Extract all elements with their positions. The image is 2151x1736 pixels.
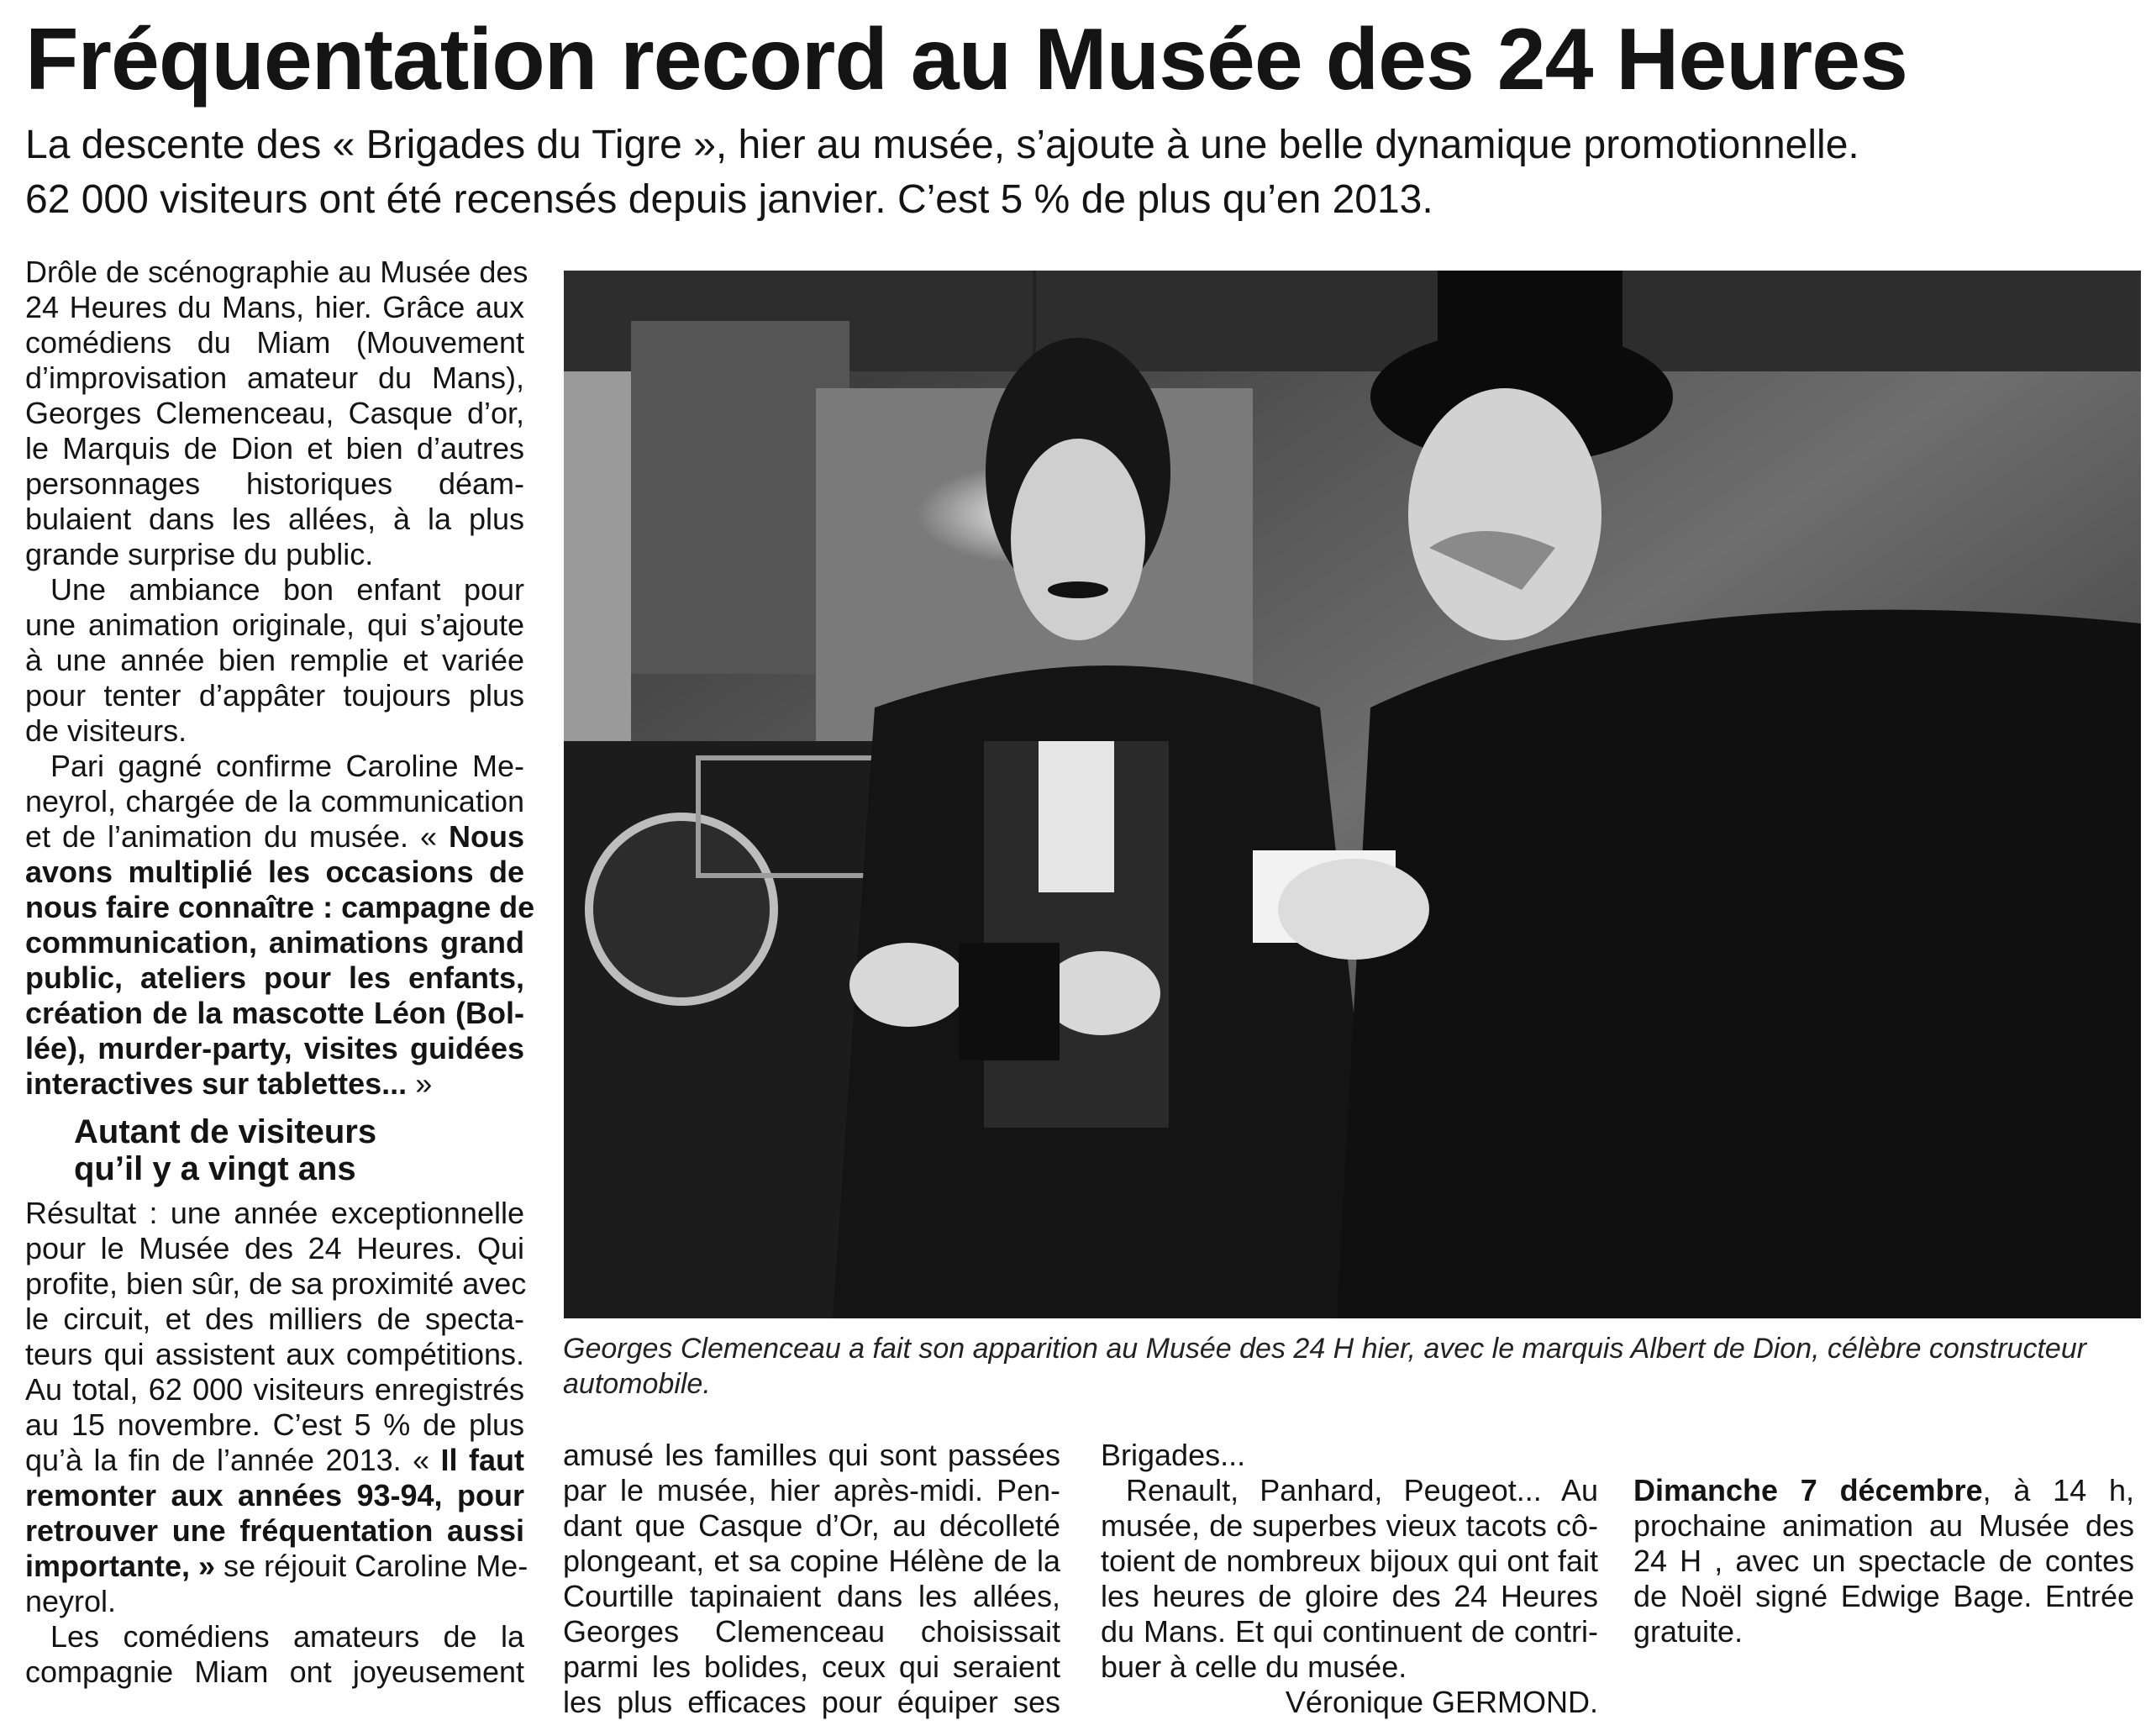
text-line: une animation originale, qui s’ajoute <box>25 608 524 642</box>
article-column-1 <box>25 255 535 1690</box>
text-line: dant que Casque d’Or, au décolleté <box>563 1508 1060 1543</box>
photo-illustration <box>564 271 2141 1318</box>
text-line: Brigades... <box>1101 1438 1246 1472</box>
text-line <box>25 1066 524 1102</box>
article-photo <box>564 271 2141 1318</box>
quote-line: lée), murder-party, visites guidées <box>25 1031 524 1065</box>
caption-line: Georges Clemenceau a fait son apparition au Musée des 24 H hier, avec le marquis Albert de Dion, célèbre constructeur <box>563 1333 2087 1365</box>
text-line: amusé les familles qui sont passées <box>563 1438 1060 1472</box>
quote-run: Il faut <box>440 1443 524 1477</box>
paragraph-4 <box>25 1196 529 1619</box>
text-line: pour le Musée des 24 Heures. Qui <box>25 1231 524 1265</box>
caption-line: automobile. <box>563 1368 711 1400</box>
quote-line: retrouver une fréquentation aussi <box>25 1513 524 1548</box>
text-run: » <box>407 1066 433 1101</box>
text-line: Les comédiens amateurs de la <box>50 1619 524 1654</box>
text-line: pour tenter d’appâter toujours plus <box>25 678 524 713</box>
standfirst-line: La descente des « Brigades du Tigre », hier au musée, s’ajoute à une belle dynamique promotionnelle. <box>25 123 1859 167</box>
text-line <box>1633 1473 2134 1508</box>
text-line: Drôle de scénographie au Musée des <box>25 255 529 289</box>
quote-line: public, ateliers pour les enfants, <box>25 960 524 995</box>
text-line: de visiteurs. <box>25 713 187 748</box>
text-line: Résultat : une année exceptionnelle <box>25 1196 524 1230</box>
text-line: le Marquis de Dion et bien d’autres <box>25 431 524 466</box>
text-line: Renault, Panhard, Peugeot... Au <box>1126 1473 1598 1507</box>
text-line: Une ambiance bon enfant pour <box>50 572 524 607</box>
subheading-line: Autant de visiteurs <box>74 1113 377 1150</box>
text-run: qu’à la fin de l’année 2013. « <box>25 1443 441 1477</box>
standfirst-line: 62 000 visiteurs ont été recensés depuis janvier. C’est 5 % de plus qu’en 2013. <box>25 177 1433 222</box>
text-line: grande surprise du public. <box>25 537 374 571</box>
text-line: Au total, 62 000 visiteurs enregistrés <box>25 1372 524 1407</box>
text-line: teurs qui assistent aux compétitions. <box>25 1337 524 1371</box>
text-line: gratuite. <box>1633 1614 1743 1649</box>
paragraph-5 <box>25 1619 524 1690</box>
text-line: par le musée, hier après-midi. Pen- <box>563 1473 1060 1507</box>
text-line: prochaine animation au Musée des <box>1633 1508 2134 1543</box>
text-line <box>25 1443 524 1478</box>
quote-run: Nous <box>449 819 524 854</box>
text-line: personnages historiques déam- <box>25 466 524 501</box>
text-line: au 15 novembre. C’est 5 % de plus <box>25 1407 524 1442</box>
text-line: neyrol. <box>25 1584 117 1618</box>
text-line: neyrol, chargée de la communication <box>25 784 524 818</box>
text-line: du Mans. Et qui continuent de contri- <box>1101 1614 1598 1649</box>
quote-line: communication, animations grand <box>25 925 524 960</box>
text-line: profite, bien sûr, de sa proximité avec <box>25 1266 527 1301</box>
text-line: musée, de superbes vieux tacots cô- <box>1101 1508 1598 1543</box>
text-line: Georges Clemenceau choisissait <box>563 1614 1060 1649</box>
text-line: 24 H , avec un spectacle de contes <box>1633 1544 2134 1578</box>
text-line: à une année bien remplie et variée <box>25 643 524 677</box>
standfirst <box>25 118 2126 227</box>
paragraph-1 <box>25 255 529 572</box>
paragraph-2 <box>25 572 524 749</box>
text-line: les heures de gloire des 24 Heures <box>1101 1579 1598 1613</box>
quote-line: remonter aux années 93-94, pour <box>25 1478 524 1512</box>
text-line: d’improvisation amateur du Mans), <box>25 360 524 395</box>
text-line <box>25 819 524 855</box>
text-line: bulaient dans les allées, à la plus <box>25 502 524 536</box>
article-column-3 <box>1101 1438 1598 1720</box>
quote-line: nous faire connaître : campagne de <box>25 890 535 924</box>
subheading-line: qu’il y a vingt ans <box>74 1150 356 1187</box>
quote-line: création de la mascotte Léon (Bol- <box>25 996 524 1030</box>
subheading <box>74 1113 524 1187</box>
text-run: se réjouit Caroline Me- <box>215 1549 529 1583</box>
paragraph-3 <box>25 749 535 1102</box>
text-line: plongeant, et sa copine Hélène de la <box>563 1544 1060 1578</box>
text-line: buer à celle du musée. <box>1101 1649 1407 1684</box>
quote-run: interactives sur tablettes... <box>25 1066 408 1101</box>
text-line: les plus efficaces pour équiper ses <box>563 1685 1060 1719</box>
byline: Véronique GERMOND. <box>1285 1685 1598 1719</box>
text-line: le circuit, et des milliers de specta- <box>25 1302 524 1336</box>
headline: Fréquentation record au Musée des 24 Heures <box>25 11 1907 108</box>
quote-line: avons multiplié les occasions de <box>25 855 524 889</box>
text-line: Pari gagné confirme Caroline Me- <box>50 749 524 783</box>
quote-run: importante, » <box>25 1549 216 1583</box>
announcement-box <box>1633 1473 2134 1649</box>
photo-caption <box>563 1331 2143 1402</box>
text-line: comédiens du Miam (Mouvement <box>25 325 524 360</box>
text-line: de Noël signé Edwige Bage. Entrée <box>1633 1579 2134 1613</box>
text-line: compagnie Miam ont joyeusement <box>25 1654 524 1689</box>
text-line: Courtille tapinaient dans les allées, <box>563 1579 1060 1613</box>
text-line: toient de nombreux bijoux qui ont fait <box>1101 1544 1598 1578</box>
text-run: et de l’animation du musée. « <box>25 819 449 854</box>
article-column-2 <box>563 1438 1060 1720</box>
event-date: Dimanche 7 décembre <box>1633 1473 1983 1507</box>
text-line: 24 Heures du Mans, hier. Grâce aux <box>25 290 524 324</box>
text-line <box>25 1549 529 1584</box>
text-run: , à 14 h, <box>1982 1473 2134 1507</box>
text-line: Georges Clemenceau, Casque d’or, <box>25 396 524 430</box>
text-line: parmi les bolides, ceux qui seraient <box>563 1649 1060 1684</box>
